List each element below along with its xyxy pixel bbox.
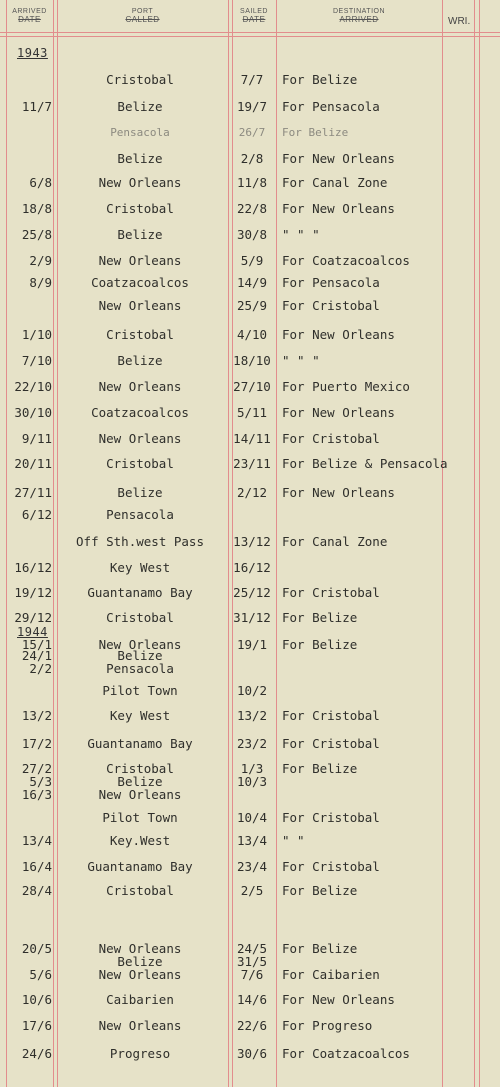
arrived-date: 5/6	[29, 967, 52, 982]
port-called: Caibarien	[106, 992, 174, 1007]
sailed-date: 14/9	[236, 275, 268, 290]
arrived-date: 19/12	[14, 585, 52, 600]
port-called: New Orleans	[98, 637, 182, 652]
destination: " " "	[282, 227, 320, 242]
destination: For Belize	[282, 637, 358, 652]
destination: " " "	[282, 353, 320, 368]
port-header	[57, 8, 228, 24]
arrived-date: 13/4	[21, 833, 52, 848]
port-header-sublabel: CALLED	[125, 15, 160, 24]
sailed-date: 2/5	[240, 883, 264, 898]
port-called: Key West	[109, 708, 171, 723]
arrived-header	[6, 8, 53, 24]
arrived-header-label: ARRIVED	[12, 8, 47, 15]
port-called: Belize	[117, 774, 163, 789]
port-called: Pensacola	[106, 507, 174, 522]
port-called: Pensacola	[106, 661, 174, 676]
sailed-header	[232, 8, 276, 24]
arrived-date: 8/9	[29, 275, 52, 290]
port-called: Belize	[117, 353, 163, 368]
sailed-date: 2/12	[236, 485, 268, 500]
destination: For Cristobal	[282, 810, 380, 825]
port-called: Belize	[117, 151, 163, 166]
arrived-date: 17/2	[21, 736, 52, 751]
port-called: Key.West	[109, 833, 171, 848]
arrived-date: 30/10	[14, 405, 52, 420]
sailed-date: 25/12	[233, 585, 271, 600]
sailed-date: 5/11	[236, 405, 268, 420]
port-called: Cristobal	[106, 610, 174, 625]
sailed-date: 13/4	[236, 833, 268, 848]
destination: For Canal Zone	[282, 534, 388, 549]
port-called: Cristobal	[106, 883, 174, 898]
destination: For Cristobal	[282, 708, 380, 723]
port-called: Cristobal	[106, 456, 174, 471]
port-called: Guantanamo Bay	[87, 736, 193, 751]
destination: For Coatzacoalcos	[282, 1046, 410, 1061]
sailed-date: 26/7	[238, 126, 266, 139]
sailed-date: 30/6	[236, 1046, 268, 1061]
arrived-date: 17/6	[21, 1018, 52, 1033]
destination: For Cristobal	[282, 859, 380, 874]
port-called: New Orleans	[98, 253, 182, 268]
sailed-date: 23/11	[233, 456, 271, 471]
destination: For Cristobal	[282, 736, 380, 751]
destination-header	[276, 8, 442, 24]
port-called: New Orleans	[98, 967, 182, 982]
sailed-date: 30/8	[236, 227, 268, 242]
sailed-date: 23/2	[236, 736, 268, 751]
sailed-date: 10/4	[236, 810, 268, 825]
sailed-date: 19/7	[236, 99, 268, 114]
destination: For Belize	[282, 72, 358, 87]
port-called: Belize	[117, 954, 163, 969]
port-called: Coatzacoalcos	[91, 405, 189, 420]
port-called: Guantanamo Bay	[87, 585, 193, 600]
column-rule	[276, 0, 277, 1087]
destination: For Pensacola	[282, 275, 380, 290]
arrived-date: 16/4	[21, 859, 52, 874]
destination: For Belize	[282, 941, 358, 956]
port-header-label: PORT	[131, 8, 154, 15]
destination: For Puerto Mexico	[282, 379, 410, 394]
sailed-date: 13/12	[233, 534, 271, 549]
port-called: Cristobal	[106, 761, 174, 776]
port-called: Cristobal	[106, 72, 174, 87]
arrived-date: 20/5	[21, 941, 52, 956]
sailed-date: 18/10	[233, 353, 271, 368]
arrived-date: 22/10	[14, 379, 52, 394]
port-called: Pilot Town	[102, 810, 178, 825]
port-called: New Orleans	[98, 1018, 182, 1033]
sailed-date: 24/5	[236, 941, 268, 956]
port-called: New Orleans	[98, 431, 182, 446]
destination-header-label: DESTINATION	[332, 8, 386, 15]
port-called: New Orleans	[98, 175, 182, 190]
sailed-date: 22/6	[236, 1018, 268, 1033]
arrived-header-sublabel: DATE	[18, 15, 41, 24]
destination: For Cristobal	[282, 431, 380, 446]
wri-header: WRI.	[448, 16, 471, 27]
destination: For Belize	[282, 883, 358, 898]
sailed-date: 7/6	[240, 967, 264, 982]
port-called: New Orleans	[98, 379, 182, 394]
port-called: New Orleans	[98, 787, 182, 802]
destination: For New Orleans	[282, 405, 395, 420]
arrived-date: 9/11	[21, 431, 52, 446]
arrived-date: 27/2	[21, 761, 52, 776]
arrived-date: 18/8	[21, 201, 52, 216]
destination: " "	[282, 833, 305, 848]
arrived-date: 2/9	[29, 253, 52, 268]
arrived-date: 1/10	[21, 327, 52, 342]
sailed-date: 7/7	[240, 72, 264, 87]
destination: For Cristobal	[282, 298, 380, 313]
arrived-date: 6/8	[29, 175, 52, 190]
sailed-date: 14/11	[233, 431, 271, 446]
sailed-date: 31/5	[236, 954, 268, 969]
sailed-date: 11/8	[236, 175, 268, 190]
sailed-date: 10/3	[236, 774, 268, 789]
year-label-1944: 1944	[17, 625, 48, 639]
destination: For Progreso	[282, 1018, 373, 1033]
sailed-date: 19/1	[236, 637, 268, 652]
destination: For Pensacola	[282, 99, 380, 114]
arrived-date: 27/11	[14, 485, 52, 500]
sailed-date: 25/9	[236, 298, 268, 313]
sailed-date: 10/2	[236, 683, 268, 698]
destination: For New Orleans	[282, 151, 395, 166]
destination: For New Orleans	[282, 485, 395, 500]
year-label-1943: 1943	[17, 46, 48, 60]
sailed-date: 4/10	[236, 327, 268, 342]
port-called: Guantanamo Bay	[87, 859, 193, 874]
port-called: Off Sth.west Pass	[76, 534, 204, 549]
port-called: Progreso	[109, 1046, 171, 1061]
arrived-date: 2/2	[29, 661, 52, 676]
destination: For Canal Zone	[282, 175, 388, 190]
header-rule	[0, 32, 500, 33]
sailed-date: 2/8	[240, 151, 264, 166]
port-called: Belize	[117, 648, 163, 663]
sailed-date: 16/12	[233, 560, 271, 575]
arrived-date: 13/2	[21, 708, 52, 723]
sailed-header-label: SAILED	[240, 8, 268, 15]
sailed-date: 1/3	[240, 761, 264, 776]
arrived-date: 11/7	[21, 99, 52, 114]
sailed-date: 5/9	[240, 253, 264, 268]
port-called: New Orleans	[98, 298, 182, 313]
destination: For Caibarien	[282, 967, 380, 982]
destination: For Belize	[282, 761, 358, 776]
sailed-header-sublabel: DATE	[242, 15, 266, 24]
destination: For Belize	[282, 126, 349, 139]
port-called: New Orleans	[98, 941, 182, 956]
sailed-date: 31/12	[233, 610, 271, 625]
arrived-date: 28/4	[21, 883, 52, 898]
arrived-date: 16/3	[21, 787, 52, 802]
port-called: Belize	[117, 227, 163, 242]
destination: For Belize	[282, 610, 358, 625]
arrived-date: 24/1	[21, 648, 52, 663]
arrived-date: 7/10	[21, 353, 52, 368]
arrived-date: 20/11	[14, 456, 52, 471]
header-rule	[0, 36, 500, 37]
sailed-date: 14/6	[236, 992, 268, 1007]
arrived-date: 25/8	[21, 227, 52, 242]
port-called: Belize	[117, 485, 163, 500]
column-rule	[6, 0, 7, 1087]
sailed-date: 22/8	[236, 201, 268, 216]
port-called: Belize	[117, 99, 163, 114]
destination: For New Orleans	[282, 327, 395, 342]
destination: For New Orleans	[282, 992, 395, 1007]
sailed-date: 13/2	[236, 708, 268, 723]
destination: For Coatzacoalcos	[282, 253, 410, 268]
column-rule	[228, 0, 229, 1087]
destination: For Belize & Pensacola	[282, 456, 448, 471]
arrived-date: 16/12	[14, 560, 52, 575]
arrived-date: 29/12	[14, 610, 52, 625]
port-called: Pilot Town	[102, 683, 178, 698]
destination: For Cristobal	[282, 585, 380, 600]
arrived-date: 15/1	[21, 637, 52, 652]
sailed-date: 23/4	[236, 859, 268, 874]
arrived-date: 5/3	[29, 774, 52, 789]
arrived-date: 10/6	[21, 992, 52, 1007]
port-called: Pensacola	[110, 126, 170, 139]
arrived-date: 6/12	[21, 507, 52, 522]
destination: For New Orleans	[282, 201, 395, 216]
destination-header-sublabel: ARRIVED	[339, 15, 379, 24]
port-called: Cristobal	[106, 201, 174, 216]
port-called: Coatzacoalcos	[91, 275, 189, 290]
sailed-date: 27/10	[233, 379, 271, 394]
arrived-date: 24/6	[21, 1046, 52, 1061]
port-called: Key West	[109, 560, 171, 575]
port-called: Cristobal	[106, 327, 174, 342]
